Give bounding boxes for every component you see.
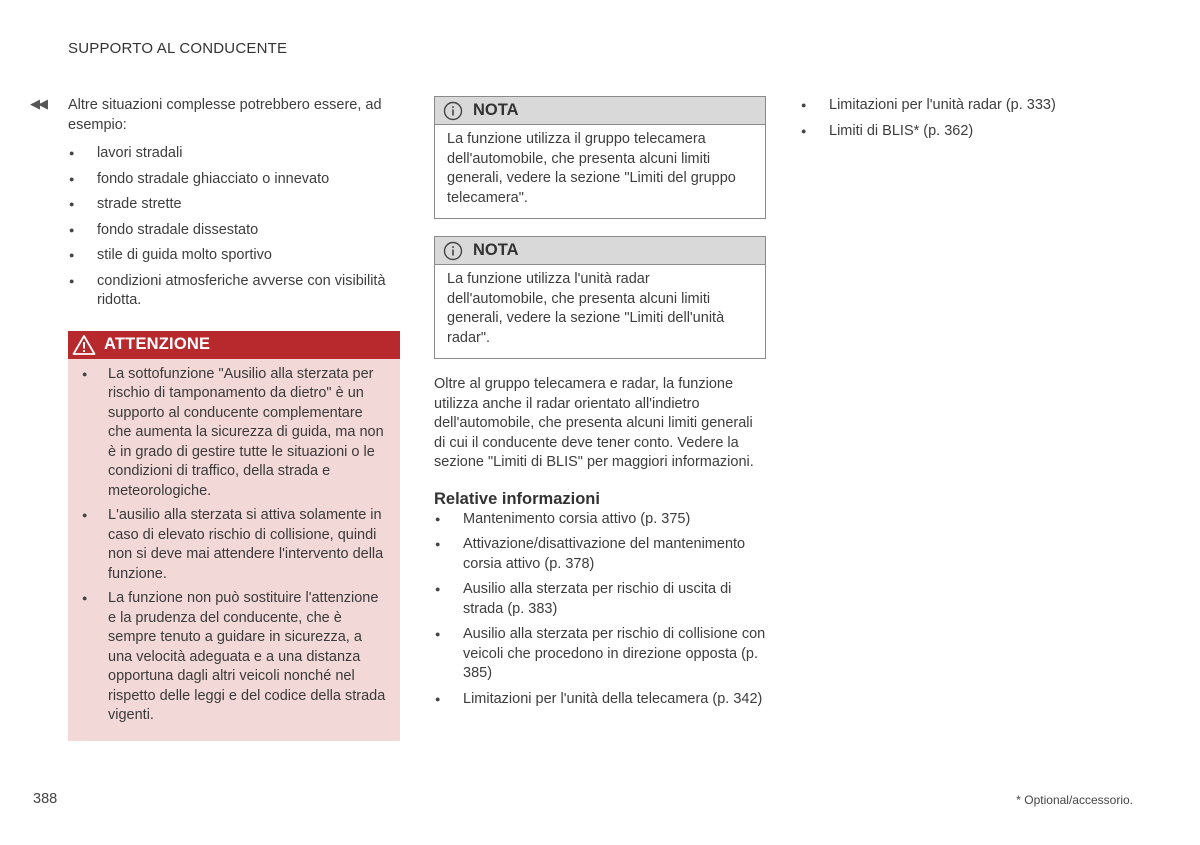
warning-triangle-icon (72, 334, 96, 356)
warning-header (68, 331, 400, 359)
related-link[interactable]: ● Limitazioni per l'unità radar (p. 333) (800, 96, 1100, 116)
related-link[interactable]: ● Attivazione/disattivazione del mantenimento corsia attivo (p. 378) (434, 535, 766, 574)
related-link[interactable]: ● Mantenimento corsia attivo (p. 375) (434, 510, 766, 530)
intro-block (30, 96, 400, 135)
note-title: NOTA (473, 241, 519, 259)
list-item: ● strade strette (68, 195, 400, 215)
column-right (800, 96, 1100, 147)
page-number: 388 (33, 791, 58, 807)
related-info-list (434, 510, 766, 710)
section-header: SUPPORTO AL CONDUCENTE (68, 40, 288, 57)
intro-text: Altre situazioni complesse potrebbero essere, ad esempio: (68, 97, 382, 133)
continued-arrow-icon: ◀◀ (30, 96, 46, 111)
list-item: ● fondo stradale dissestato (68, 221, 400, 241)
note-title: NOTA (473, 101, 519, 119)
related-link[interactable]: ● Limiti di BLIS* (p. 362) (800, 122, 1100, 142)
situations-list (68, 144, 400, 311)
list-item: ● stile di guida molto sportivo (68, 246, 400, 266)
list-item: ● condizioni atmosferiche avverse con visibilità ridotta. (68, 272, 400, 311)
related-link[interactable]: ● Ausilio alla sterzata per rischio di collisione con veicoli che procedono in direzione opposta (p. 385) (434, 625, 766, 684)
note-text: La funzione utilizza l'unità radar dell'automobile, che presenta alcuni limiti generali, vedere la sezione "Limiti dell'unità radar". (447, 271, 725, 346)
note-text: La funzione utilizza il gruppo telecamera dell'automobile, che presenta alcuni limiti generali, vedere la sezione "Limiti del gruppo telecamera". (447, 131, 736, 206)
list-item: ● lavori stradali (68, 144, 400, 164)
list-item: ● La funzione non può sostituire l'attenzione e la prudenza del conducente, che è sempre tenuto a guidare in sicurezza, a una velocità adeguata e a una distanza opportuna dagli altri veicoli nonché nel rispetto delle leggi e del codice della strada vigenti. (80, 589, 390, 726)
footnote: * Optional/accessorio. (1016, 793, 1133, 807)
info-icon (443, 101, 463, 121)
warning-title: ATTENZIONE (104, 335, 211, 353)
warning-box (68, 331, 400, 741)
info-icon (443, 241, 463, 261)
note-header (435, 237, 765, 265)
column-middle (434, 96, 766, 715)
body-paragraph: Oltre al gruppo telecamera e radar, la funzione utilizza anche il radar orientato all'indietro dell'automobile, che presenta alcuni limiti generali di cui il conducente deve tener conto. Vedere la sezione "Limiti di BLIS" per maggiori informazioni. (434, 376, 754, 470)
related-link[interactable]: ● Limitazioni per l'unità della telecamera (p. 342) (434, 690, 766, 710)
list-item: ● La sottofunzione "Ausilio alla sterzata per rischio di tamponamento da dietro" è un supporto al conducente complementare che aumenta la sicurezza di guida, ma non è in grado di gestire tutte le situazioni o le condizioni di traffico, della strada e meteorologiche. (80, 365, 390, 502)
related-link[interactable]: ● Ausilio alla sterzata per rischio di uscita di strada (p. 383) (434, 580, 766, 619)
related-info-heading: Relative informazioni (434, 489, 600, 508)
note-header (435, 97, 765, 125)
warning-list (68, 359, 400, 726)
note-box-camera (434, 96, 766, 219)
list-item: ● fondo stradale ghiacciato o innevato (68, 170, 400, 190)
note-box-radar (434, 236, 766, 359)
column-left (30, 96, 400, 741)
list-item: ● L'ausilio alla sterzata si attiva solamente in caso di elevato rischio di collisione, quindi non si deve mai attendere l'intervento della funzione. (80, 506, 390, 584)
related-info-list-continued (800, 96, 1100, 141)
